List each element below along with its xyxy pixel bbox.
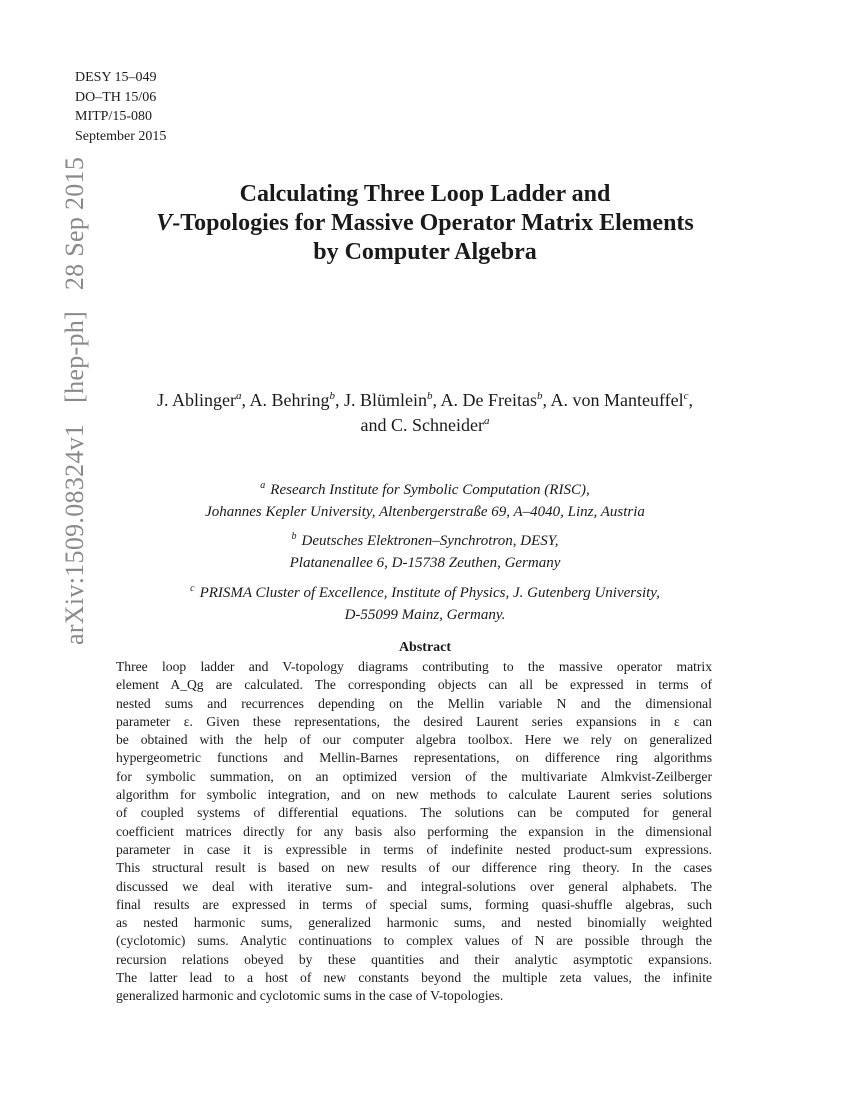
abstract-line: of coupled systems of differential equations. The solutions can be computed for general (116, 805, 712, 821)
author-line-1 (0, 388, 850, 413)
author-name: A. Behring (249, 390, 330, 410)
abstract-line: The latter lead to a host of new constants beyond the multiple zeta values, the infinite (116, 970, 712, 986)
paper-title (0, 180, 850, 267)
arxiv-category: [hep-ph] (60, 310, 89, 403)
author-affil-mark: a (235, 390, 242, 402)
abstract-line: element A_Qg are calculated. The corresponding objects can all be expressed in terms of (116, 677, 712, 693)
author-affil-mark: a (483, 415, 490, 427)
affiliation-a (0, 479, 850, 523)
abstract-line: generalized harmonic and cyclotomic sums in the case of V-topologies. (116, 988, 504, 1004)
title-line-3: by Computer Algebra (313, 239, 537, 265)
affiliation-line: Platanenallee 6, D-15738 Zeuthen, Germany (289, 555, 561, 571)
affiliation-text: PRISMA Cluster of Excellence, Institute of Physics, J. Gutenberg University, (199, 585, 660, 601)
abstract-line: for symbolic summation, on an optimized version of the multivariate Almkvist-Zeilberger (116, 768, 712, 784)
author-separator: , (241, 390, 250, 410)
affiliation-line (0, 530, 850, 552)
abstract-line: discussed we deal with iterative sum- and integral-solutions over general alphabets. The (116, 878, 712, 894)
abstract-line: nested sums and recurrences depending on the Mellin variable N and the dimensional (116, 695, 712, 711)
abstract-line: coefficient matrices directly for any basis also performing the expansion in the dimensional (116, 823, 712, 839)
abstract-line: (cyclotomic) sums. Analytic continuations to complex values of N are possible through the (116, 933, 712, 949)
abstract-line: This structural result is based on new results of our difference ring theory. In the cases (116, 860, 712, 876)
affiliation-c (0, 582, 850, 626)
affiliation-mark: a (260, 480, 266, 491)
report-number: DO–TH 15/06 (75, 89, 157, 105)
affiliation-mark: b (291, 531, 297, 542)
author-separator: , (334, 390, 344, 410)
abstract-line: algorithm for symbolic integration, and on new methods to calculate Laurent series solutions (116, 787, 712, 803)
author-affil-mark: b (536, 390, 543, 402)
abstract-heading: Abstract (398, 640, 452, 655)
affiliation-text: Research Institute for Symbolic Computation (RISC), (270, 482, 590, 498)
arxiv-date: 28 Sep 2015 (60, 156, 89, 291)
author-separator: , (432, 390, 441, 410)
author-affil-mark: b (329, 390, 335, 402)
author-name: J. Ablinger (156, 390, 236, 410)
title-italic-v: V (156, 210, 173, 236)
author-line-2 (0, 413, 850, 438)
abstract-line: be obtained with the help of our computer algebra toolbox. Here we rely on generalized (116, 732, 712, 748)
abstract-line: final results are expressed in terms of special sums, forming quasi-shuffle algebras, such (116, 896, 712, 912)
author-name: A. De Freitas (440, 390, 537, 410)
abstract-line: recursion relations obeyed by these quantities and their analytic asymptotic expansions. (116, 951, 712, 967)
author-name: A. von Manteuffel (550, 390, 684, 410)
abstract-line: parameter in case it is expressible in terms of indefinite nested product-sum expressions. (116, 841, 712, 857)
affiliation-line (0, 582, 850, 604)
affiliation-mark: c (190, 583, 195, 594)
author-name: J. Blümlein (343, 390, 427, 410)
affiliation-line: D-55099 Mainz, Germany. (344, 607, 506, 623)
arxiv-id: arXiv:1509.08324v1 (60, 423, 89, 645)
author-affil-mark: b (426, 390, 433, 402)
affiliation-line: Johannes Kepler University, Altenbergerstraße 69, A–4040, Linz, Austria (205, 504, 645, 520)
abstract-line: Three loop ladder and V-topology diagrams contributing to the massive operator matrix (116, 659, 712, 674)
author-list (0, 388, 850, 438)
author-name: and C. Schneider (360, 415, 484, 435)
title-line-1: Calculating Three Loop Ladder and (239, 181, 611, 207)
abstract-line: hypergeometric functions and Mellin-Barnes representations, on difference ring algorithms (116, 750, 712, 766)
report-numbers (75, 68, 166, 146)
abstract-line: parameter ε. Given these representations, the desired Laurent series expansions in ε can (116, 713, 712, 729)
affiliation-text: Deutsches Elektronen–Synchrotron, DESY, (301, 533, 559, 549)
report-date: September 2015 (75, 128, 167, 144)
affiliation-line (0, 479, 850, 501)
report-number: MITP/15-080 (75, 109, 152, 124)
author-separator: , (688, 390, 694, 410)
title-line-2 (0, 209, 850, 238)
author-affil-mark: c (683, 390, 689, 402)
abstract-line: as nested harmonic sums, generalized harmonic sums, and nested binomially weighted (116, 915, 712, 931)
affiliation-b (0, 530, 850, 574)
report-number: DESY 15–049 (75, 70, 157, 85)
title-line-2-rest: -Topologies for Massive Operator Matrix Elements (172, 210, 694, 236)
abstract-body (116, 658, 712, 1006)
author-separator: , (542, 390, 551, 410)
